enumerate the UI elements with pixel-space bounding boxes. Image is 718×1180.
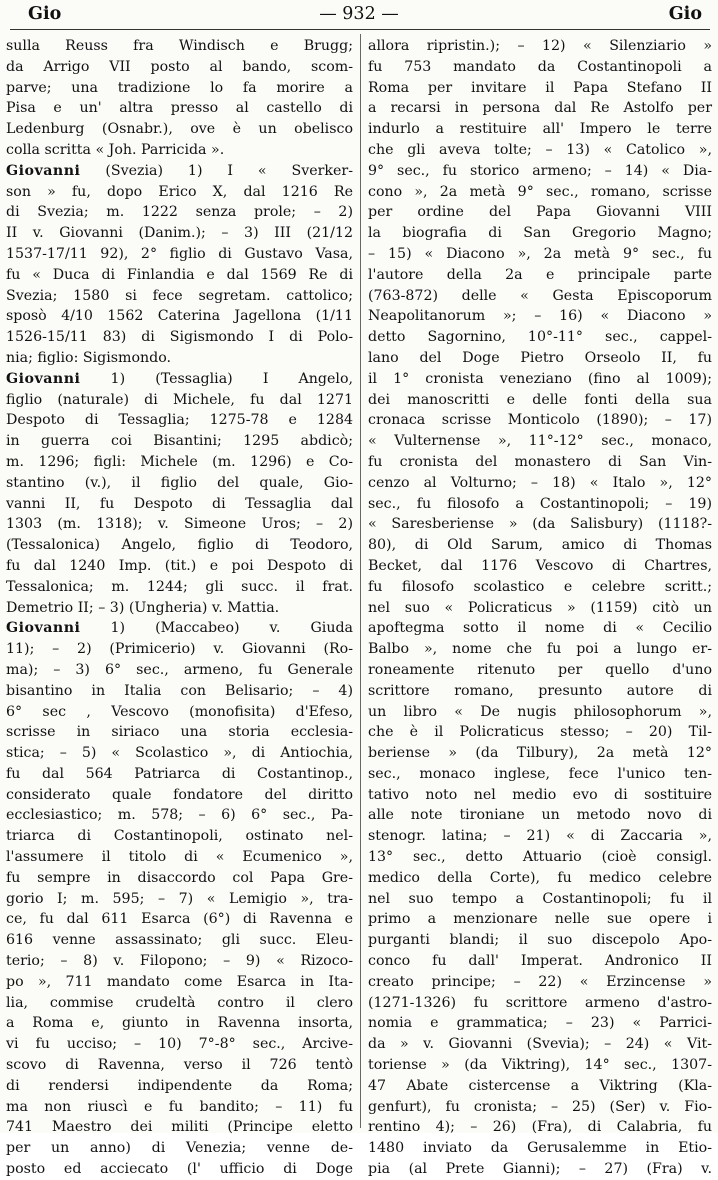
text-line <box>368 327 712 348</box>
line-text: lano del Doge Pietro Orseolo II, fu <box>368 349 712 366</box>
line-text: di rendersi indipendente da Roma; <box>6 1077 353 1094</box>
text-line <box>368 36 712 57</box>
text-line <box>368 182 712 203</box>
text-line <box>368 410 712 431</box>
line-text: terio; – 8) v. Filopono; – 9) « Rizoco- <box>6 953 353 970</box>
text-line <box>6 722 353 743</box>
line-text: l'assumere il titolo di « Ecumenico », <box>6 849 353 866</box>
text-line <box>368 265 712 286</box>
text-line <box>368 972 712 993</box>
line-text: l'autore della 2a e principale parte <box>368 266 712 283</box>
line-text: ma non riuscì e fu bandito; – 11) fu <box>6 1098 353 1115</box>
line-text: in guerra coi Bisantini; 1295 abdicò; <box>6 433 353 450</box>
text-line <box>6 514 353 535</box>
text-line <box>368 286 712 307</box>
text-line <box>6 98 353 119</box>
line-text: conco fu dall' Imperat. Andronico II <box>368 953 712 970</box>
line-text: Becket, dal 1176 Vescovo di Chartres, <box>368 557 712 574</box>
line-text: nel suo tempo a Costantinopoli; fu il <box>368 890 712 907</box>
line-text: 9° sec., fu storico armeno; – 14) « Dia- <box>368 162 712 179</box>
line-text: ce, fu dal 611 Esarca (6°) di Ravenna e <box>6 911 353 928</box>
text-line <box>368 390 712 411</box>
line-text: la biografia di San Gregorio Magno; <box>368 225 712 242</box>
text-line <box>6 702 353 723</box>
text-line <box>368 140 712 161</box>
line-text: 616 venne assassinato; gli succ. Eleu- <box>6 932 353 949</box>
text-line <box>368 639 712 660</box>
text-line <box>368 1138 712 1159</box>
line-text: posto ed acciecato (l' ufficio di Doge <box>6 1161 353 1178</box>
text-line <box>6 140 353 161</box>
line-text: alle note tironiane un metodo novo di <box>368 807 712 824</box>
page-number: — 932 — <box>319 4 399 24</box>
line-text: nia; figlio: Sigismondo. <box>6 349 172 366</box>
text-line <box>368 369 712 390</box>
text-line <box>6 868 353 889</box>
text-line <box>6 826 353 847</box>
text-line <box>368 1159 712 1180</box>
text-line <box>368 847 712 868</box>
line-text: 6° sec , Vescovo (monofisita) d'Efeso, <box>6 703 353 720</box>
text-line <box>368 681 712 702</box>
line-text: m. 1296; figli: Michele (m. 1296) e Co- <box>6 453 353 470</box>
line-text: colla scritta « Joh. Parricida ». <box>6 141 225 158</box>
text-line <box>6 1076 353 1097</box>
text-line <box>368 868 712 889</box>
text-line <box>368 452 712 473</box>
line-text: scrisse in siriaco una storia ecclesia- <box>6 724 353 741</box>
column-divider <box>360 34 361 1128</box>
text-line <box>368 909 712 930</box>
line-text: tativo noto nel medio evo di sostituire <box>368 786 712 803</box>
text-line <box>368 722 712 743</box>
line-text: primo a menzionare nelle sue opere i <box>368 911 712 928</box>
text-line <box>6 1097 353 1118</box>
text-line <box>6 577 353 598</box>
line-text: fu 753 mandato da Costantinopoli a <box>368 58 712 75</box>
line-text: Tessalonica; m. 1244; gli succ. il frat. <box>6 578 353 595</box>
line-text: vanni II, fu Despoto di Tessaglia dal <box>6 495 353 512</box>
text-line <box>368 951 712 972</box>
text-line <box>6 119 353 140</box>
line-text: ecclesiastico; m. 578; – 6) 6° sec., Pa- <box>6 807 353 824</box>
text-line <box>368 826 712 847</box>
line-text: 1480 inviato da Gerusalemme in Etio- <box>368 1140 712 1157</box>
line-text: II v. Giovanni (Danim.); – 3) III (21/12 <box>6 225 353 242</box>
text-line <box>368 1055 712 1076</box>
text-line <box>368 1076 712 1097</box>
line-text: 1) (Maccabeo) v. Giuda <box>80 620 353 637</box>
text-line <box>368 494 712 515</box>
line-text: genfurt), fu cronista; – 25) (Ser) v. Fio- <box>368 1098 712 1115</box>
line-text: fu filosofo scolastico e celebre scritt.; <box>368 578 712 595</box>
line-text: son » fu, dopo Erico X, dal 1216 Re <box>6 183 353 200</box>
text-line <box>368 119 712 140</box>
line-text: che è il Policraticus stesso; – 20) Til- <box>368 724 712 741</box>
line-text: gorio I; m. 595; – 7) « Lemigio », tra- <box>6 890 353 907</box>
text-line <box>6 785 353 806</box>
text-line <box>6 556 353 577</box>
line-text: rentino 4); – 26) (Fra), di Calabria, fu <box>368 1119 712 1136</box>
text-line <box>6 36 353 57</box>
text-line <box>6 909 353 930</box>
line-text: apoftegma sotto il nome di « Cecilio <box>368 620 712 637</box>
line-text: Ledenburg (Osnabr.), ove è un obelisco <box>6 121 353 138</box>
entry-headword: Giovanni <box>6 162 81 179</box>
text-line <box>6 889 353 910</box>
text-line <box>6 410 353 431</box>
text-line <box>368 161 712 182</box>
text-line <box>368 348 712 369</box>
text-line <box>6 660 353 681</box>
text-line <box>6 78 353 99</box>
text-line <box>6 452 353 473</box>
line-text: per ordine del Papa Giovanni VIII <box>368 204 712 221</box>
text-line <box>6 681 353 702</box>
line-text: scovo di Ravenna, verso il 726 tentò <box>6 1057 353 1074</box>
text-line <box>6 535 353 556</box>
text-line <box>368 660 712 681</box>
line-text: stica; – 5) « Scolastico », di Antiochia, <box>6 745 353 762</box>
line-text: lia, commise crudeltà contro il clero <box>6 994 353 1011</box>
line-text: cenzo al Volturno; – 18) « Italo », 12° <box>368 474 712 491</box>
text-line <box>368 57 712 78</box>
text-line <box>6 598 353 619</box>
text-line <box>6 930 353 951</box>
line-text: Roma per invitare il Papa Stefano II <box>368 79 712 96</box>
line-text: 80), di Old Sarum, amico di Thomas <box>368 537 712 554</box>
line-text: Despoto di Tessaglia; 1275-78 e 1284 <box>6 412 353 429</box>
header-left-guideword: Gio <box>28 4 62 24</box>
text-line <box>6 244 353 265</box>
text-line <box>6 473 353 494</box>
text-line <box>368 431 712 452</box>
text-line <box>6 390 353 411</box>
text-line <box>368 1097 712 1118</box>
line-text: da Arrigo VII posto al bando, scom- <box>6 58 353 75</box>
line-text: 1537-17/11 92), 2° figlio di Gustavo Vasa, <box>6 245 353 262</box>
line-text: pia (al Prete Gianni); – 27) (Fra) v. <box>368 1161 712 1178</box>
text-line <box>6 1034 353 1055</box>
line-text: nel suo « Policraticus » (1159) citò un <box>368 599 712 616</box>
line-text: Svezia; 1580 si fece segretam. cattolico; <box>6 287 353 304</box>
text-line <box>6 348 353 369</box>
line-text: « Vulternense », 11°-12° sec., monaco, <box>368 433 712 450</box>
line-text: stenogr. latina; – 21) « di Zaccaria », <box>368 828 712 845</box>
text-line <box>368 805 712 826</box>
line-text: di Svezia; m. 1222 senza prole; – 2) <box>6 204 353 221</box>
running-head <box>0 2 718 30</box>
line-text: 13° sec., detto Attuario (cioè consigl. <box>368 849 712 866</box>
text-line <box>368 785 712 806</box>
text-line <box>368 743 712 764</box>
line-text: per un anno) di Venezia; venne de- <box>6 1140 353 1157</box>
text-line <box>368 535 712 556</box>
line-text: triarca di Costantinopoli, ostinato nel- <box>6 828 353 845</box>
text-line <box>368 78 712 99</box>
line-text: nomia e grammatica; – 23) « Parrici- <box>368 1015 712 1032</box>
text-line <box>368 223 712 244</box>
line-text: allora ripristin.); – 12) « Silenziario » <box>368 38 712 54</box>
line-text: 741 Maestro dei militi (Principe eletto <box>6 1119 353 1136</box>
line-text: (Tessalonica) Angelo, figlio di Teodoro, <box>6 537 353 554</box>
text-line <box>6 972 353 993</box>
line-text: a Roma e, giunto in Ravenna insorta, <box>6 1015 353 1032</box>
text-line <box>368 764 712 785</box>
text-line <box>368 514 712 535</box>
text-line <box>368 930 712 951</box>
line-text: 1526-15/11 83) di Sigismondo I di Polo- <box>6 329 353 346</box>
left-column <box>6 36 353 1178</box>
text-line <box>6 202 353 223</box>
line-text: (1271-1326) fu scrittore armeno d'astro- <box>368 994 712 1011</box>
line-text: Demetrio II; – 3) (Ungheria) v. Mattia. <box>6 599 280 616</box>
line-text: (Svezia) 1) I « Sverker- <box>80 162 353 179</box>
text-line <box>6 57 353 78</box>
text-line <box>6 223 353 244</box>
line-text: 1303 (m. 1318); v. Simeone Uros; – 2) <box>6 516 353 533</box>
text-line <box>6 847 353 868</box>
line-text: Balbo », nome che fu poi a lungo er- <box>368 641 712 658</box>
line-text: un libro « De nugis philosophorum », <box>368 703 712 720</box>
text-line <box>368 993 712 1014</box>
text-line <box>6 494 353 515</box>
text-line <box>368 1117 712 1138</box>
line-text: fu dal 1240 Imp. (tit.) e poi Despoto di <box>6 557 353 574</box>
line-text: scrittore romano, presunto autore di <box>368 682 712 699</box>
line-text: beriense » (da Tilbury), 2a metà 12° <box>368 745 712 762</box>
line-text: bisantino in Italia con Belisario; – 4) <box>6 682 353 699</box>
text-line <box>6 327 353 348</box>
text-line <box>6 369 353 390</box>
line-text: fu sempre in disaccordo col Papa Gre- <box>6 869 353 886</box>
text-line <box>6 951 353 972</box>
text-line <box>6 286 353 307</box>
text-line <box>6 764 353 785</box>
text-line <box>6 306 353 327</box>
line-text: indurlo a restituire all' Impero le terre <box>368 121 712 138</box>
line-text: medico della Corte), fu medico celebre <box>368 869 712 886</box>
text-line <box>6 182 353 203</box>
line-text: dei manoscritti e delle fonti della sua <box>368 391 712 408</box>
line-text: detto Sagornino, 10°-11° sec., cappel- <box>368 329 712 346</box>
text-line <box>6 1013 353 1034</box>
line-text: roneamente ritenuto per quello d'uno <box>368 661 712 678</box>
text-line <box>6 993 353 1014</box>
line-text: fu cronista del monastero di San Vin- <box>368 453 712 470</box>
line-text: vi fu ucciso; – 10) 7°-8° sec., Arcive- <box>6 1036 353 1053</box>
text-line <box>368 577 712 598</box>
entry-headword: Giovanni <box>6 620 81 637</box>
line-text: fu « Duca di Finlandia e dal 1569 Re di <box>6 266 353 283</box>
text-line <box>6 431 353 452</box>
text-line <box>6 1138 353 1159</box>
text-line <box>368 598 712 619</box>
text-line <box>368 202 712 223</box>
text-line <box>6 1159 353 1180</box>
text-line <box>6 161 353 182</box>
line-text: a recarsi in persona dal Re Astolfo per <box>368 100 712 117</box>
line-text: – 15) « Diacono », 2a metà 9° sec., fu <box>368 245 712 262</box>
line-text: da » v. Giovanni (Svevia); – 24) « Vit- <box>368 1036 712 1053</box>
text-line <box>6 805 353 826</box>
line-text: considerato quale fondatore del diritto <box>6 786 353 803</box>
text-line <box>6 618 353 639</box>
text-line <box>368 556 712 577</box>
header-rule <box>10 29 710 30</box>
line-text: purganti blandi; il suo discepolo Apo- <box>368 932 712 949</box>
line-text: sec., fu filosofo a Costantinopoli; – 19) <box>368 495 712 512</box>
line-text: cono », 2a metà 9° sec., romano, scrisse <box>368 183 712 200</box>
line-text: ma); – 3) 6° sec., armeno, fu Generale <box>6 661 353 678</box>
line-text: 11); – 2) (Primicerio) v. Giovanni (Ro- <box>6 641 353 658</box>
text-line <box>368 473 712 494</box>
text-line <box>368 618 712 639</box>
right-column <box>368 36 712 1178</box>
line-text: creato principe; – 22) « Erzincense » <box>368 973 712 990</box>
line-text: 47 Abate cistercense a Viktring (Kla- <box>368 1077 712 1094</box>
line-text: il 1° cronista veneziano (fino al 1009); <box>368 370 712 387</box>
line-text: parve; una tradizione lo fa morire a <box>6 79 353 96</box>
text-line <box>6 1117 353 1138</box>
text-line <box>6 265 353 286</box>
text-line <box>6 1055 353 1076</box>
line-text: (763-872) delle « Gesta Episcoporum <box>368 287 712 304</box>
line-text: che gli aveva tolte; – 13) « Catolico », <box>368 141 712 158</box>
text-line <box>368 306 712 327</box>
line-text: toriense » (da Viktring), 14° sec., 1307- <box>368 1057 712 1074</box>
header-right-guideword: Gio <box>668 4 702 24</box>
text-line <box>368 1034 712 1055</box>
text-line <box>368 889 712 910</box>
line-text: cronaca scrisse Monticolo (1890); – 17) <box>368 412 712 429</box>
line-text: 1) (Tessaglia) I Angelo, <box>80 370 353 387</box>
text-line <box>368 702 712 723</box>
line-text: sulla Reuss fra Windisch e Brugg; <box>6 38 353 54</box>
line-text: sec., monaco inglese, fece l'unico ten- <box>368 765 712 782</box>
line-text: « Saresberiense » (da Salisbury) (1118?- <box>368 516 712 533</box>
line-text: stantino (v.), il figlio del quale, Gio- <box>6 474 353 491</box>
line-text: Pisa e un' altra presso al castello di <box>6 100 353 117</box>
line-text: fu dal 564 Patriarca di Costantinop., <box>6 765 353 782</box>
line-text: sposò 4/10 1562 Caterina Jagellona (1/11 <box>6 308 353 325</box>
text-line <box>6 743 353 764</box>
line-text: figlio (naturale) di Michele, fu dal 1271 <box>6 391 353 408</box>
line-text: Neapolitanorum »; – 16) « Diacono » <box>368 308 712 325</box>
text-line <box>368 1013 712 1034</box>
entry-headword: Giovanni <box>6 370 81 387</box>
text-line <box>368 98 712 119</box>
text-line <box>368 244 712 265</box>
line-text: po », 711 mandato come Esarca in Ita- <box>6 973 353 990</box>
text-line <box>6 639 353 660</box>
